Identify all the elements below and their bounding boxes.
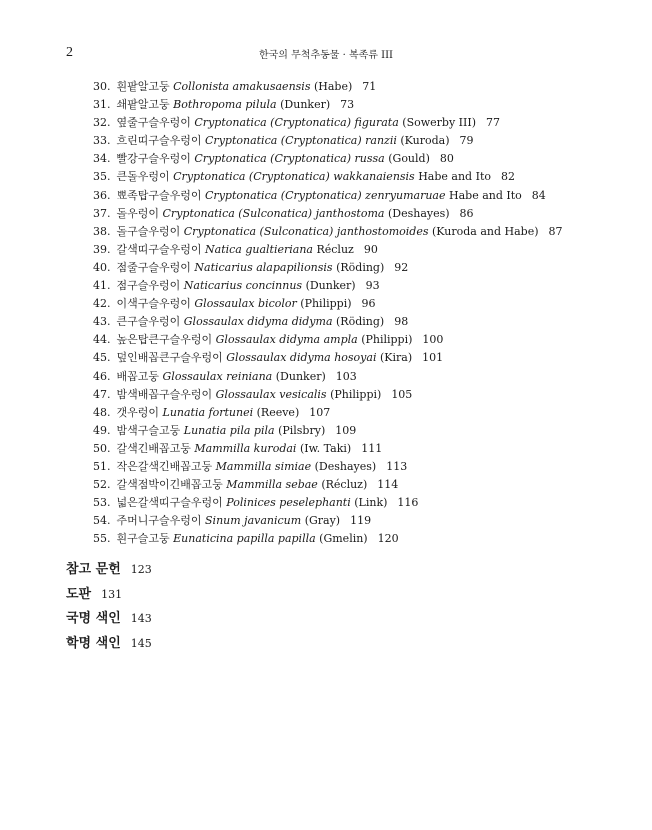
subgenus-name: (Cryptonatica) (280, 188, 362, 202)
page-ref: 98 (394, 315, 409, 329)
scientific-name: Cryptonatica (194, 152, 267, 166)
author-citation: (Philippi) (361, 333, 413, 347)
scientific-name: Glossaulax vesicalis (215, 387, 327, 401)
page-ref: 90 (363, 242, 378, 256)
section-title: 학명 색인 (66, 635, 121, 651)
section-title: 참고 문헌 (66, 562, 121, 577)
page-ref: 96 (361, 297, 376, 311)
toc-entry[interactable] (93, 168, 633, 186)
entry-number: 43. (93, 315, 111, 329)
scientific-name: Natica gualtieriana (205, 242, 313, 256)
korean-name: 돌우렁이 (116, 206, 160, 220)
section-title: 국명 색인 (66, 611, 121, 626)
author-citation: (Philippi) (300, 297, 352, 311)
entry-number: 53. (93, 496, 111, 510)
page-ref: 77 (486, 116, 501, 130)
running-header: 한국의 무척추동물 · 복족류 III (258, 50, 393, 61)
toc-entry[interactable] (93, 277, 633, 295)
page-ref: 84 (531, 188, 546, 202)
korean-name: 배꼽고둥 (116, 369, 160, 383)
back-matter-sections (66, 556, 152, 654)
scientific-name: Mammilla sebae (226, 478, 318, 492)
toc-entry[interactable] (93, 259, 633, 277)
scientific-name: Lunatia pila pila (183, 423, 275, 437)
scientific-name: Lunatia fortunei (162, 405, 254, 419)
page-ref: 119 (350, 514, 372, 528)
korean-name: 덮인배꼽큰구슬우렁이 (116, 351, 223, 365)
subgenus-name: (Cryptonatica) (270, 116, 352, 130)
korean-name: 갈색띠구슬우렁이 (116, 242, 202, 256)
page-ref: 107 (309, 405, 331, 419)
toc-entry[interactable] (93, 223, 633, 241)
toc-entry[interactable] (93, 349, 633, 367)
author-citation: (Iw. Taki) (299, 441, 352, 455)
entry-number: 40. (93, 260, 111, 274)
toc-entry[interactable] (93, 132, 633, 150)
author-citation: (Dunker) (275, 369, 326, 383)
entry-number: 35. (93, 170, 111, 184)
scientific-name: Glossaulax bicolor (194, 297, 297, 311)
scientific-name: Sinum javanicum (205, 514, 302, 528)
section-page-ref: 145 (130, 636, 152, 650)
scientific-name: Cryptonatica (205, 188, 278, 202)
author-citation: (Reeve) (256, 405, 300, 419)
species-epithet: wakkanaiensis (333, 170, 415, 184)
entry-number: 49. (93, 423, 111, 437)
page-ref: 73 (340, 98, 355, 112)
scientific-name: Naticarius concinnus (183, 279, 303, 293)
author-citation: (Deshayes) (314, 459, 377, 473)
scientific-name: Glossaulax didyma didyma (183, 315, 333, 329)
korean-name: 큰돌우렁이 (116, 170, 170, 184)
scientific-name: Collonista amakusaensis (173, 80, 311, 93)
entry-number: 46. (93, 369, 111, 383)
species-epithet: zenryumaruae (365, 188, 446, 202)
page-ref: 100 (422, 333, 444, 347)
subgenus-name: (Cryptonatica) (248, 170, 330, 184)
korean-name: 점구슬우렁이 (116, 279, 181, 293)
scientific-name: Mammilla simiae (215, 459, 312, 473)
subgenus-name: (Sulconatica) (259, 224, 334, 238)
author-citation: (Kuroda) (400, 134, 450, 148)
species-epithet: ranzii (365, 134, 397, 148)
entry-number: 51. (93, 459, 111, 473)
page-ref: 80 (439, 152, 454, 166)
toc-entry[interactable] (93, 187, 633, 205)
section-entry[interactable] (66, 630, 152, 655)
author-citation: (Gmelin) (319, 532, 368, 546)
toc-entry[interactable] (93, 331, 633, 349)
species-epithet: figurata (354, 116, 399, 130)
entry-number: 38. (93, 224, 111, 238)
page-ref: 87 (548, 224, 563, 238)
toc-entry[interactable] (93, 150, 633, 168)
section-page-ref: 123 (130, 563, 152, 576)
page-ref: 116 (397, 496, 419, 510)
korean-name: 주머니구슬우렁이 (116, 514, 202, 528)
author-citation: (Kira) (379, 351, 413, 365)
entry-number: 37. (93, 206, 111, 220)
author-citation: (Link) (354, 496, 388, 510)
scientific-name: Cryptonatica (183, 224, 257, 238)
scientific-name: Cryptonatica (194, 116, 267, 130)
korean-name: 쇄팥알고둥 (116, 98, 170, 112)
scientific-name: Glossaulax reiniana (162, 369, 273, 383)
author-citation: (Gray) (304, 514, 341, 528)
entry-number: 47. (93, 387, 111, 401)
author-citation: (Dunker) (280, 98, 331, 112)
page-ref: 111 (361, 441, 383, 455)
toc-entry[interactable] (93, 96, 633, 114)
toc-list (93, 78, 633, 548)
scientific-name: Eunaticina papilla papilla (173, 532, 316, 546)
author-citation: (Gould) (388, 152, 430, 166)
toc-entry[interactable] (93, 241, 633, 259)
page-ref: 103 (335, 369, 357, 383)
entry-number: 36. (93, 188, 111, 202)
korean-name: 옆줄구슬우렁이 (116, 116, 191, 130)
entry-number: 52. (93, 478, 111, 492)
korean-name: 넓은갈색띠구슬우렁이 (116, 496, 223, 510)
korean-name: 갈색긴배꼽고둥 (116, 441, 191, 455)
subgenus-name: (Cryptonatica) (280, 134, 362, 148)
toc-entry[interactable] (93, 386, 633, 404)
toc-entry[interactable] (93, 476, 633, 494)
page-ref: 86 (459, 206, 474, 220)
author-citation: Récluz (316, 242, 354, 256)
page-ref: 105 (391, 387, 413, 401)
author-citation: (Habe) (313, 80, 353, 93)
author-citation: (Sowerby III) (402, 116, 477, 130)
section-page-ref: 143 (130, 612, 152, 625)
toc-entry[interactable] (93, 404, 633, 422)
korean-name: 갈색점박이긴배꼽고둥 (116, 478, 223, 492)
scientific-name: Bothropoma pilula (173, 98, 277, 112)
author-citation: (Deshayes) (387, 206, 450, 220)
entry-number: 48. (93, 405, 111, 419)
korean-name: 밤색배꼽구슬우렁이 (116, 387, 213, 401)
korean-name: 밤색구슬고둥 (116, 423, 181, 437)
korean-name: 이색구슬우렁이 (116, 297, 191, 311)
species-epithet: janthostoma (315, 206, 385, 220)
page-ref: 82 (501, 170, 515, 184)
toc-entry[interactable] (93, 78, 633, 96)
entry-number: 39. (93, 242, 111, 256)
author-citation: Habe and Ito (449, 188, 522, 202)
toc-entry[interactable] (93, 295, 633, 313)
author-citation: (Philippi) (330, 387, 382, 401)
korean-name: 빨강구슬우렁이 (116, 152, 191, 166)
entry-number: 31. (93, 98, 111, 112)
korean-name: 흐린띠구슬우렁이 (116, 134, 202, 148)
toc-entry[interactable] (93, 313, 633, 331)
scientific-name: Glossaulax didyma ampla (215, 333, 358, 347)
author-citation: (Röding) (336, 260, 385, 274)
subgenus-name: (Cryptonatica) (270, 152, 352, 166)
section-entry[interactable] (66, 605, 152, 630)
scientific-name: Mammilla kurodai (194, 441, 297, 455)
page-ref: 109 (335, 423, 357, 437)
scientific-name: Naticarius alapapilionsis (194, 260, 333, 274)
toc-entry[interactable] (93, 494, 633, 512)
korean-name: 뾰족탑구슬우렁이 (116, 188, 202, 202)
species-epithet: russa (354, 152, 385, 166)
page-ref: 92 (394, 260, 409, 274)
toc-entry[interactable] (93, 114, 633, 132)
page-number: 2 (66, 45, 73, 60)
scientific-name: Polinices peselephanti (226, 496, 351, 510)
subgenus-name: (Sulconatica) (238, 206, 313, 220)
scientific-name: Cryptonatica (205, 134, 278, 148)
entry-number: 30. (93, 80, 111, 93)
page-ref: 93 (365, 279, 380, 293)
entry-number: 55. (93, 532, 111, 546)
scientific-name: Glossaulax didyma hosoyai (226, 351, 377, 365)
entry-number: 34. (93, 152, 111, 166)
korean-name: 갯우렁이 (116, 405, 160, 419)
korean-name: 작은갈색긴배꼽고둥 (116, 459, 213, 473)
page-ref: 79 (459, 134, 474, 148)
korean-name: 흰팥알고둥 (116, 80, 170, 93)
section-entry[interactable] (66, 581, 152, 606)
author-citation: (Pilsbry) (278, 423, 326, 437)
entry-number: 44. (93, 333, 111, 347)
entry-number: 32. (93, 116, 111, 130)
entry-number: 45. (93, 351, 111, 365)
page-ref: 113 (386, 459, 408, 473)
toc-entry[interactable] (93, 205, 633, 223)
author-citation: (Dunker) (305, 279, 356, 293)
author-citation: (Röding) (336, 315, 385, 329)
korean-name: 점줄구슬우렁이 (116, 260, 191, 274)
author-citation: Habe and Ito (418, 170, 491, 184)
scientific-name: Cryptonatica (162, 206, 235, 220)
entry-number: 42. (93, 297, 111, 311)
author-citation: (Récluz) (321, 478, 368, 492)
toc-entry[interactable] (93, 512, 633, 530)
page-ref: 101 (422, 351, 444, 365)
scientific-name: Cryptonatica (173, 170, 246, 184)
entry-number: 41. (93, 279, 111, 293)
species-epithet: janthostomoides (336, 224, 429, 238)
section-page-ref: 131 (101, 587, 123, 601)
page-ref: 120 (377, 532, 399, 546)
entry-number: 33. (93, 134, 111, 148)
entry-number: 50. (93, 441, 111, 455)
toc-entry[interactable] (93, 530, 633, 548)
toc-entry[interactable] (93, 368, 633, 386)
page-ref: 71 (362, 80, 377, 93)
toc-entry[interactable] (93, 440, 633, 458)
korean-name: 큰구슬우렁이 (116, 315, 181, 329)
entry-number: 54. (93, 514, 111, 528)
author-citation: (Kuroda and Habe) (432, 224, 539, 238)
korean-name: 흰구슬고둥 (116, 532, 170, 546)
section-title: 도판 (66, 586, 92, 602)
section-entry[interactable] (66, 556, 152, 581)
toc-entry[interactable] (93, 458, 633, 476)
korean-name: 높은탑큰구슬우렁이 (116, 333, 213, 347)
korean-name: 돌구슬우렁이 (116, 224, 181, 238)
page-ref: 114 (377, 478, 399, 492)
toc-entry[interactable] (93, 422, 633, 440)
